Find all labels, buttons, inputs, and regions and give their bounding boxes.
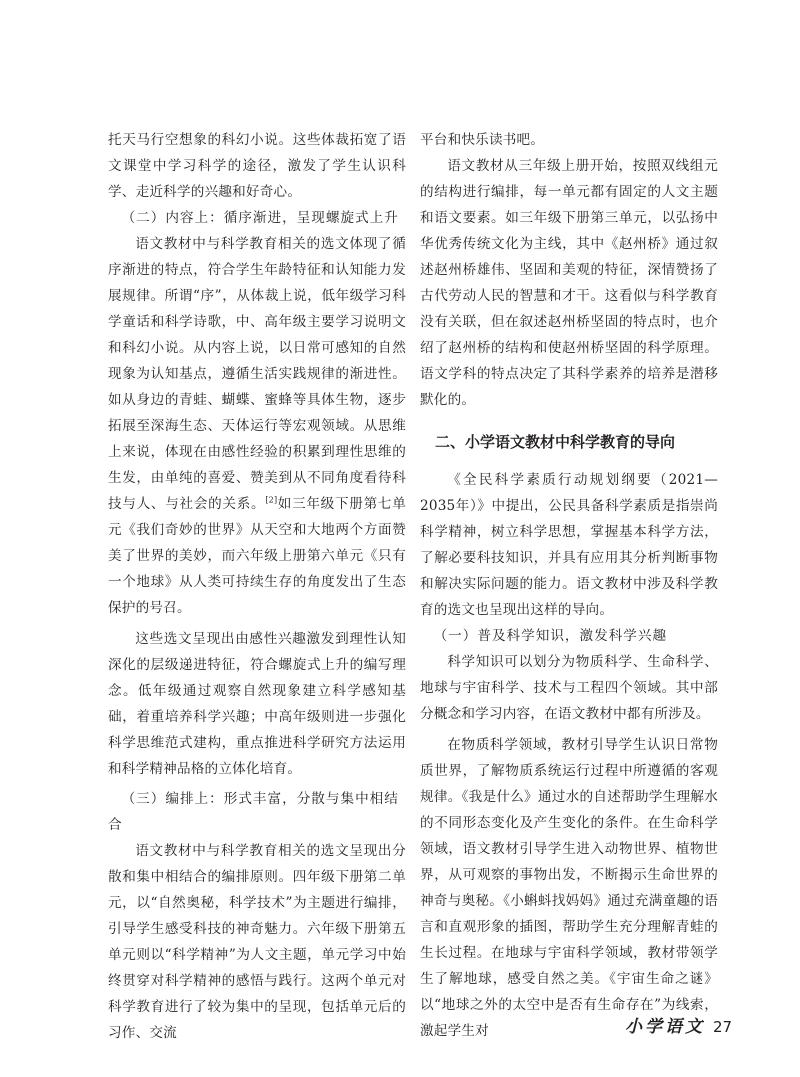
page-number: 27 (713, 1018, 733, 1036)
paragraph: 在物质科学领域，教材引导学生认识日常物质世界，了解物质系统运行过程中所遵循的客观规律。《我是什么》通过水的自述帮助学生理解水的不同形态变化及产生变化的条件。在生命科学领域，语文教材引导学生进入动物世界、植物世界，从可观察的事物出发，不断揭示生命世界的神奇与奥秘。《小蝌蚪找妈妈》通过充满童趣的语言和直观形象的插图，帮助学生充分理解青蛙的生长过程。在地球与宇宙科学领域，教材带领学生了解地球，感受自然之美。《宇宙生命之谜》以“地球之外的太空中是否有生命存在”为线索，激起学生对 (420, 737, 718, 1039)
paragraph: 平台和快乐读书吧。 (420, 132, 545, 148)
subsection-heading: （二）内容上：循序渐进，呈现螺旋式上升 (121, 210, 399, 226)
journal-name: 小学语文 (625, 1017, 705, 1037)
paragraph-text: 如三年级下册第七单元《我们奇妙的世界》从天空和大地两个方面赞美了世界的美妙，而六年级上册第六单元《只有一个地球》从人类可持续生存的角度发出了生态保护的号召。 (108, 496, 406, 616)
subsection-heading: （三）编排上：形式丰富，分散与集中相结合 (108, 791, 399, 833)
citation-ref: [2] (265, 495, 278, 505)
paragraph: 科学知识可以划分为物质科学、生命科学、地球与宇宙科学、技术与工程四个领域。其中部分概念和学习内容，在语文教材中都有所涉及。 (420, 654, 718, 722)
paragraph: 语文教材中与科学教育相关的选文呈现出分散和集中相结合的编排原则。四年级下册第二单元，以“自然奥秘，科学技术”为主题进行编排，引导学生感受科技的神奇魅力。六年级下册第五单元则以“科学精神”为人文主题，单元学习中始终贯穿对科学精神的感悟与践行。这两个单元对科学教育进行了较为集中的呈现，包括单元后的习作、交流 (108, 843, 406, 1041)
paragraph: 这些选文呈现出由感性兴趣激发到理性认知深化的层级递进特征，符合螺旋式上升的编写理念。低年级通过观察自然现象建立科学感知基础，着重培养科学兴趣；中高年级则进一步强化科学思维范式建构，重点推进科学研究方法运用和科学精神品格的立体化培育。 (108, 631, 406, 777)
paragraph: 《全民科学素质行动规划纲要（2021—2035年）》中提出，公民具备科学素质是指崇尚科学精神，树立科学思想，掌握基本科学方法，了解必要科技知识，并具有应用其分析判断事物和解决实际问题的能力。语文教材中涉及科学教育的选文也呈现出这样的导向。 (420, 472, 718, 618)
paragraph: 语文教材从三年级上册开始，按照双线组元的结构进行编排，每一单元都有固定的人文主题和语文要素。如三年级下册第三单元，以弘扬中华优秀传统文化为主线，其中《赵州桥》通过叙述赵州桥雄伟、坚固和美观的特征，深情赞扬了古代劳动人民的智慧和才干。这看似与科学教育没有关联，但在叙述赵州桥坚固的特点时，也介绍了赵州桥的结构和使赵州桥坚固的科学原理。语文学科的特点决定了其科学素养的培养是潜移默化的。 (420, 158, 718, 408)
subsection-heading: （一）普及科学知识，激发科学兴趣 (433, 628, 668, 644)
section-heading: 二、小学语文教材中科学教育的导向 (435, 433, 676, 451)
page-footer (625, 1012, 732, 1037)
paragraph-text: 语文教材中与科学教育相关的选文体现了循序渐进的特点，符合学生年龄特征和认知能力发展规律。所谓“序”，从体裁上说，低年级学习科学童话和科学诗歌，中、高年级主要学习说明文和科幻小说。从内容上说，以日常可感知的自然现象为认知基点，遵循生活实践规律的渐进性。如从身边的青蛙、蝴蝶、蜜蜂等具体生物，逐步拓展至深海生态、天体运行等宏观领域。从思维上来说，体现在由感性经验的积累到理性思维的生发，由单纯的喜爱、赞美到从不同角度看待科技与人、与社会的关系。 (108, 236, 406, 512)
paragraph (108, 231, 406, 621)
right-column (420, 127, 718, 1044)
left-column (108, 127, 406, 1046)
paragraph: 托天马行空想象的科幻小说。这些体裁拓宽了语文课堂中学习科学的途径，激发了学生认识科学、走近科学的兴趣和好奇心。 (108, 132, 406, 200)
